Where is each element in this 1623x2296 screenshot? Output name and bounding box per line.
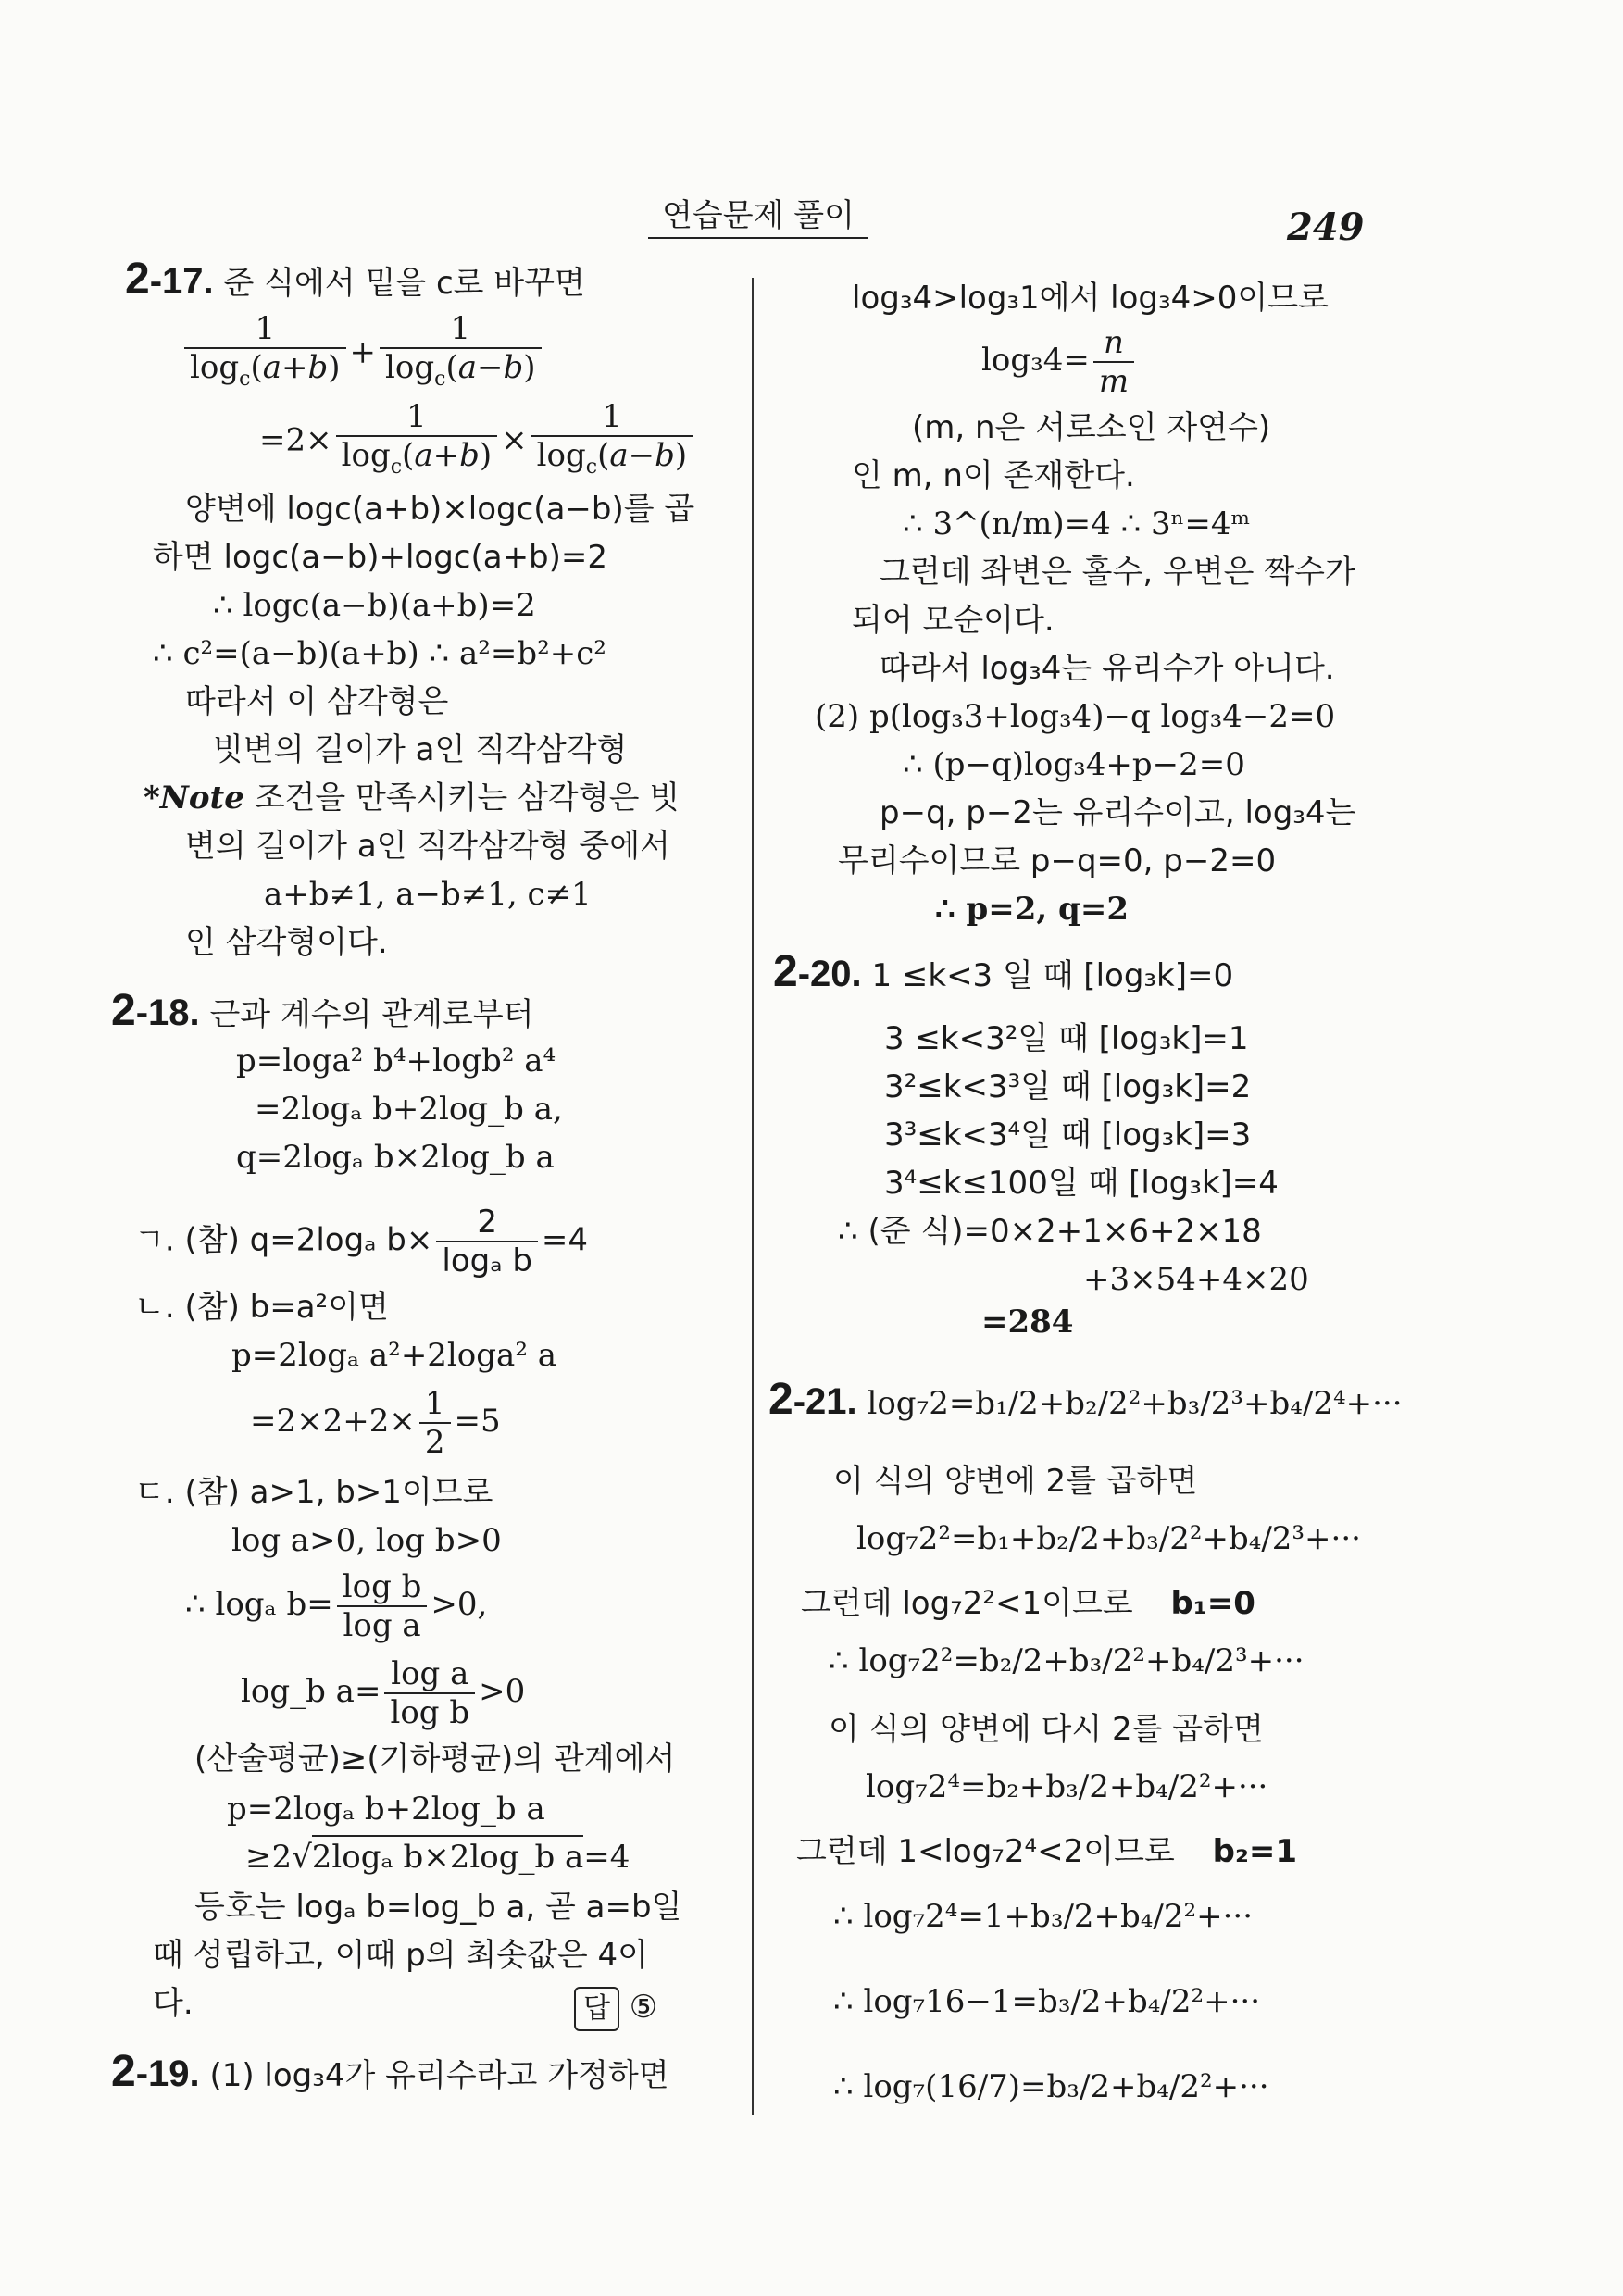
solution-line: (2) p(log₃3+log₃4)−q log₃4−2=0 (815, 698, 1336, 735)
solution-text: 그런데 1<log₇2⁴<2이므로 (796, 1833, 1175, 1870)
statement-text: ㄱ. (참) q=2logₐ b× (134, 1221, 433, 1259)
solution-line: ∴ logc(a−b)(a+b)=2 (213, 587, 536, 624)
solution-line: (1) log₃4가 유리수라고 가정하면 (209, 2057, 669, 2094)
solution-line: 인 m, n이 존재한다. (852, 457, 1135, 494)
sqrt-sign: √ (292, 1839, 312, 1876)
problem-2-19-heading (111, 2047, 669, 2096)
solution-line: ∴ log₇16−1=b₃/2+b₄/2²+··· (833, 1983, 1261, 2020)
expression: =2×2+2× (250, 1403, 416, 1440)
expression-result: =5 (454, 1403, 501, 1440)
expression: ≥2 (245, 1839, 293, 1876)
solution-line: 3³≤k<3⁴일 때 [log₃k]=3 (884, 1117, 1252, 1154)
conclusion-line: ∴ p=2, q=2 (935, 891, 1129, 928)
answer-value: ⑤ (629, 1989, 658, 2026)
page-number: 249 (1287, 206, 1365, 249)
solution-result: b₁=0 (1170, 1585, 1255, 1622)
solution-line: 등호는 logₐ b=log_b a, 곧 a=b일 (194, 1889, 682, 1926)
fraction-numerator: n (1093, 324, 1134, 363)
expression: log_b a= (241, 1673, 381, 1710)
expression-result: =4 (583, 1839, 630, 1876)
note-line: 변의 길이가 a인 직각삼각형 중에서 (185, 828, 670, 865)
solution-line: ∴ (p−q)log₃4+p−2=0 (903, 746, 1245, 783)
solution-line: 그런데 좌변은 홀수, 우변은 짝수가 (880, 554, 1355, 591)
solution-line: 이 식의 양변에 다시 2를 곱하면 (829, 1711, 1264, 1748)
solution-line: log₇2=b₁/2+b₂/2²+b₃/2³+b₄/2⁴+··· (867, 1385, 1403, 1422)
solution-line: 때 성립하고, 이때 p의 최솟값은 4이 (153, 1937, 649, 1974)
fraction-numerator: 1 (419, 1385, 451, 1424)
solution-line: 하면 logc(a−b)+logc(a+b)=2 (153, 539, 608, 576)
solution-line: 되어 모순이다. (852, 602, 1055, 639)
solution-line (801, 1583, 1255, 1624)
problem-2-21-heading (768, 1375, 1403, 1424)
problem-number: 2 (111, 986, 136, 1035)
problem-2-20-heading (773, 947, 1234, 996)
solution-line: 준 식에서 밑을 c로 바꾸면 (223, 265, 585, 302)
solution-line: log₇2⁴=b₂+b₃/2+b₄/2²+··· (866, 1768, 1268, 1805)
fraction-numerator: log b (337, 1568, 428, 1607)
fraction-denominator: logₐ b (442, 1242, 532, 1279)
solution-line: 다. (153, 1985, 194, 2022)
solution-line: p=loga² b⁴+logb² a⁴ (236, 1042, 556, 1079)
solution-line: 따라서 이 삼각형은 (185, 683, 449, 720)
solution-result: b₂=1 (1212, 1833, 1298, 1870)
statement-ga (134, 1204, 588, 1279)
solution-line (185, 1568, 487, 1644)
solution-text: 그런데 log₇2²<1이므로 (801, 1585, 1133, 1622)
problem-suffix: -20. (797, 954, 862, 994)
fraction-denominator: 2 (424, 1424, 445, 1461)
solution-line: ∴ log₇2⁴=1+b₃/2+b₄/2²+··· (833, 1898, 1254, 1935)
solution-line: ∴ log₇2²=b₂/2+b₃/2²+b₄/2³+··· (829, 1642, 1305, 1679)
solution-line: =2logₐ b+2log_b a, (255, 1091, 563, 1128)
expression: log₃4= (981, 342, 1090, 379)
fraction-denominator: m (1098, 363, 1130, 400)
expression-result: >0 (479, 1673, 526, 1710)
solution-line: +3×54+4×20 (1083, 1261, 1309, 1298)
fraction-denominator: log b (390, 1694, 470, 1731)
solution-line (250, 1385, 501, 1461)
solution-line: p=2logₐ b+2log_b a (227, 1791, 545, 1828)
solution-line: p=2logₐ a²+2loga² a (231, 1337, 557, 1374)
solution-line: 따라서 log₃4는 유리수가 아니다. (880, 650, 1335, 687)
solution-line: 무리수이므로 p−q=0, p−2=0 (838, 842, 1277, 880)
solution-line: 1 ≤k<3 일 때 [log₃k]=0 (871, 957, 1234, 994)
equation-fraction-product: =2× $\frac{1}{\log_c(a+b)}$ × $\frac{1}{\log_c(a-b)}$ (259, 398, 696, 486)
problem-number: 2 (125, 255, 150, 304)
solution-line: 3⁴≤k≤100일 때 [log₃k]=4 (884, 1165, 1279, 1202)
problem-suffix: -21. (793, 1381, 857, 1422)
statement-result: =4 (541, 1221, 589, 1259)
note-label: *Note (144, 780, 244, 817)
solution-line: 근과 계수의 관계로부터 (209, 996, 534, 1033)
solution-line: log₇2²=b₁+b₂/2+b₃/2²+b₄/2³+··· (856, 1520, 1361, 1557)
solution-line: (m, n은 서로소인 자연수) (912, 409, 1271, 446)
solution-line (981, 324, 1138, 400)
solution-line: p−q, p−2는 유리수이고, log₃4는 (880, 794, 1356, 831)
fraction-numerator: 2 (436, 1204, 538, 1242)
solution-line: q=2logₐ b×2log_b a (236, 1139, 555, 1176)
solution-line: 3 ≤k<3²일 때 [log₃k]=1 (884, 1020, 1249, 1057)
fraction-numerator: log a (384, 1655, 475, 1694)
note-line: a+b≠1, a−b≠1, c≠1 (264, 876, 592, 913)
problem-number: 2 (768, 1375, 793, 1424)
conclusion-line: 빗변의 길이가 a인 직각삼각형 (213, 731, 628, 768)
solution-line: 양변에 logc(a+b)×logc(a−b)를 곱 (185, 491, 695, 528)
equation-fraction-sum: $\frac{1}{\log_c(a+b)}$ + $\frac{1}{\log_c(a-b)}$ (181, 310, 545, 398)
problem-2-17-heading (125, 255, 585, 304)
solution-line: log a>0, log b>0 (231, 1522, 502, 1559)
note-text: 조건을 만족시키는 삼각형은 빗 (254, 780, 680, 817)
page-title: 연습문제 풀이 (648, 190, 868, 239)
solution-line: 이 식의 양변에 2를 곱하면 (833, 1463, 1198, 1500)
problem-suffix: -19. (135, 2053, 200, 2094)
answer-badge (574, 1987, 657, 2031)
solution-line: ∴ log₇(16/7)=b₃/2+b₄/2²+··· (833, 2068, 1269, 2105)
column-divider (752, 278, 754, 2115)
statement-da: ㄷ. (참) a>1, b>1이므로 (134, 1474, 493, 1511)
solution-line: ∴ 3^(n/m)=4 ∴ 3ⁿ=4ᵐ (903, 505, 1251, 543)
problem-2-18-heading (111, 986, 534, 1035)
expression: ∴ logₐ b= (185, 1586, 333, 1623)
statement-na: ㄴ. (참) b=a²이면 (134, 1289, 389, 1326)
solution-line (796, 1831, 1297, 1872)
problem-suffix: -17. (149, 261, 214, 302)
solution-line: (산술평균)≥(기하평균)의 관계에서 (194, 1741, 676, 1778)
problem-number: 2 (773, 947, 798, 996)
solution-line: log₃4>log₃1에서 log₃4>0이므로 (852, 280, 1329, 317)
answer-label: 답 (574, 1987, 619, 2031)
conclusion-line: =284 (981, 1304, 1074, 1341)
solution-line (241, 1655, 525, 1731)
solution-line: ∴ c²=(a−b)(a+b) ∴ a²=b²+c² (153, 635, 606, 672)
solution-line: ∴ (준 식)=0×2+1×6+2×18 (838, 1213, 1262, 1250)
note-line (144, 778, 680, 818)
solution-line (245, 1837, 630, 1878)
expression-result: >0, (431, 1586, 488, 1623)
problem-number: 2 (111, 2047, 136, 2096)
note-line: 인 삼각형이다. (185, 924, 388, 961)
problem-suffix: -18. (135, 992, 200, 1033)
solution-line: 3²≤k<3³일 때 [log₃k]=2 (884, 1068, 1252, 1105)
sqrt-radicand: 2logₐ b×2log_b a (312, 1835, 584, 1876)
fraction-denominator: log a (343, 1607, 421, 1644)
